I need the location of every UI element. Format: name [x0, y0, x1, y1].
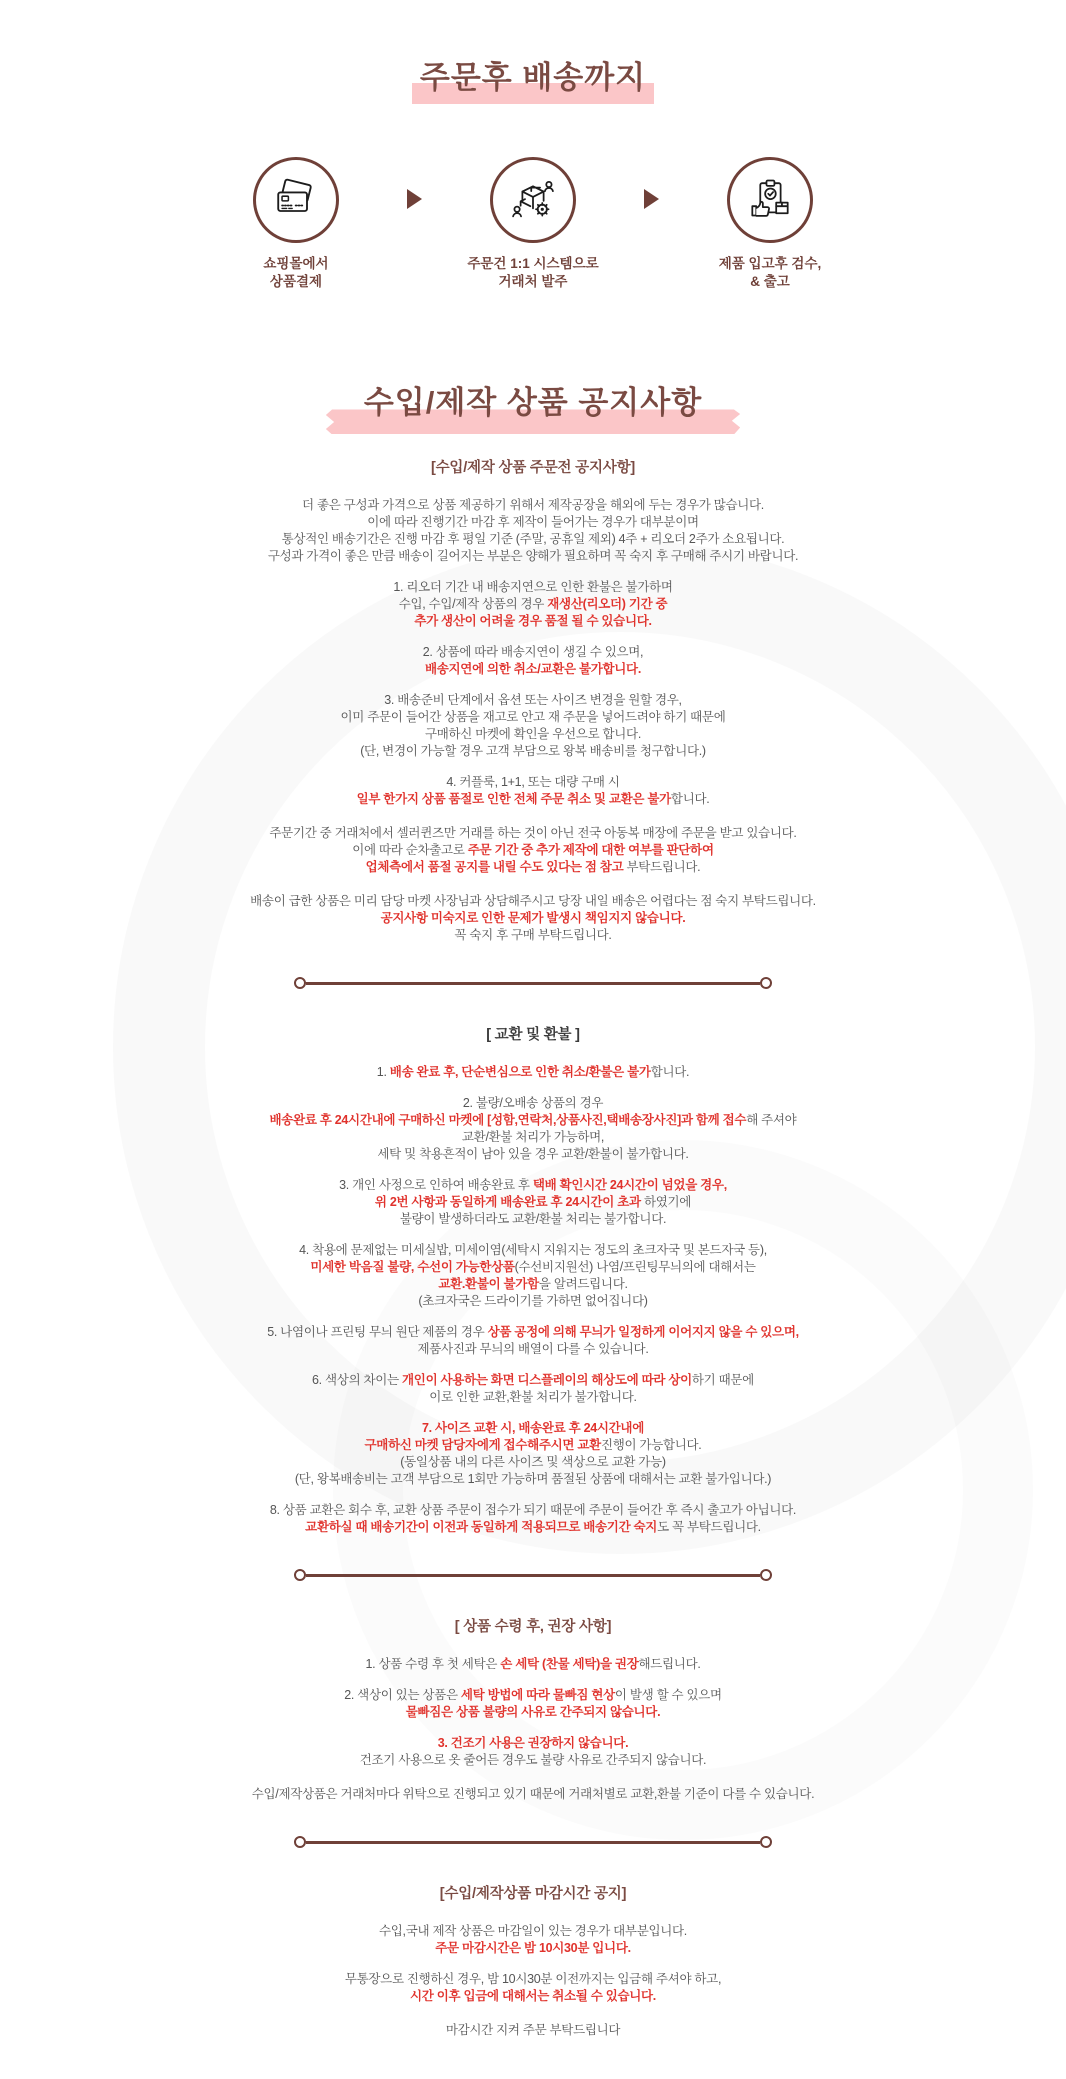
- section-divider: [294, 1836, 772, 1848]
- notice-paragraph: 1. 배송 완료 후, 단순변심으로 인한 취소/환불은 불가합니다.: [376, 1065, 690, 1080]
- divider-end-dot: [294, 977, 306, 989]
- divider-end-dot: [760, 977, 772, 989]
- notice-paragraph: 2. 상품에 따라 배송지연이 생길 수 있으며, 배송지연에 의한 취소/교환은 불가합니다.: [422, 645, 644, 677]
- section-heading: [수입/제작 상품 주문전 공지사항]: [430, 460, 636, 477]
- flow-step-label-line: 주문건 1:1 시스템으로: [467, 256, 599, 271]
- notice-paragraph: 1. 리오더 기간 내 배송지연으로 인한 환불은 불가하며 수입, 수입/제작 상품의 경우 재생산(리오더) 기간 중 추가 생산이 어려울 경우 품절 될 수 있습니다.: [393, 580, 673, 629]
- arrow-right-icon: [407, 189, 422, 209]
- flow-title: 주문후 배송까지: [419, 60, 647, 95]
- inspection-shipping-icon: [727, 157, 813, 243]
- section-divider: [294, 977, 772, 989]
- order-flow-section: [183, 0, 883, 291]
- notice-paragraph: 2. 불량/오배송 상품의 경우 배송완료 후 24시간내에 구매하신 마켓에 [성함,연락처,상품사진,택배송장사진]과 함께 접수해 주셔야 교환/환불 처리가 가능하며, 세탁 및 착용흔적이 남아 있을 경우 교환/환불이 불가합니다.: [269, 1096, 797, 1162]
- notice-paragraph: 배송이 급한 상품은 미리 담당 마켓 사장님과 상담해주시고 당장 내일 배송은 어렵다는 점 숙지 부탁드립니다. 공지사항 미숙지로 인한 문제가 발생시 책임지지 않습니다. 꼭 숙지 후 구매 부탁드립니다.: [250, 894, 816, 943]
- flow-step-payment: [211, 157, 381, 291]
- order-system-icon: [490, 157, 576, 243]
- deadline-notice-section: [183, 1882, 883, 2039]
- divider-line: [306, 982, 760, 985]
- divider-line: [306, 1841, 760, 1844]
- divider-end-dot: [294, 1836, 306, 1848]
- notice-paragraph: 3. 건조기 사용은 권장하지 않습니다. 건조기 사용으로 옷 줄어든 경우도 불량 사유로 간주되지 않습니다.: [359, 1736, 707, 1768]
- flow-title-block: [420, 52, 646, 97]
- notice-paragraph: 5. 나염이나 프린팅 무늬 원단 제품의 경우 상품 공정에 의해 무늬가 일정하게 이어지지 않을 수 있으며, 제품사진과 무늬의 배열이 다를 수 있습니다.: [267, 1325, 799, 1357]
- notice-paragraph: 수입/제작상품은 거래처마다 위탁으로 진행되고 있기 때문에 거래처별로 교환,환불 기준이 다를 수 있습니다.: [251, 1787, 815, 1802]
- notice-paragraph: 4. 커플룩, 1+1, 또는 대량 구매 시 일부 한가지 상품 품절로 인한 전체 주문 취소 및 교환은 불가합니다.: [356, 775, 710, 807]
- notice-paragraph: 무통장으로 진행하신 경우, 밤 10시30분 이전까지는 입금해 주셔야 하고, 시간 이후 입금에 대해서는 취소될 수 있습니다.: [344, 1972, 722, 2004]
- divider-line: [306, 1574, 760, 1577]
- notice-paragraph: 8. 상품 교환은 회수 후, 교환 상품 주문이 접수가 되기 때문에 주문이 들어간 후 즉시 출고가 아닙니다. 교환하실 때 배송기간이 이전과 동일하게 적용되므로 배송기간 숙지도 꼭 부탁드립니다.: [269, 1503, 797, 1535]
- flow-steps: [183, 157, 883, 291]
- flow-step-inspection: [685, 157, 855, 291]
- exchange-refund-section: [183, 1023, 883, 1536]
- notice-paragraph: 2. 색상이 있는 상품은 세탁 방법에 따라 물빠짐 현상이 발생 할 수 있으며 물빠짐은 상품 불량의 사유로 간주되지 않습니다.: [344, 1688, 722, 1720]
- section-heading: [ 교환 및 환불 ]: [486, 1027, 580, 1044]
- notice-paragraph: 마감시간 지켜 주문 부탁드립니다: [445, 2023, 621, 2038]
- credit-card-icon: [253, 157, 339, 243]
- flow-step-ordering: [448, 157, 618, 291]
- divider-end-dot: [760, 1836, 772, 1848]
- shipping-notice-page: [183, 0, 883, 2038]
- section-body: [183, 1923, 883, 2039]
- section-divider: [294, 1569, 772, 1581]
- section-body: [183, 1656, 883, 1803]
- flow-step-label: [263, 255, 328, 291]
- notice-paragraph: 더 좋은 구성과 가격으로 상품 제공하기 위해서 제작공장을 해외에 두는 경우가 많습니다. 이에 따라 진행기간 마감 후 제작이 들어가는 경우가 대부분이며 통상적인 배송기간은 진행 마감 후 평일 기준 (주말, 공휴일 제외) 4주 + 리오더 2주가 소요됩니다. 구성과 가격이 좋은 만큼 배송이 길어지는 부분은 양해가 필요하며 꼭 숙지 후 구매해 주시기 바랍니다.: [267, 498, 799, 564]
- section-heading: [ 상품 수령 후, 권장 사항]: [454, 1619, 612, 1636]
- bottom-whitespace: [183, 2039, 883, 2079]
- divider-end-dot: [760, 1569, 772, 1581]
- notice-paragraph: 주문기간 중 거래처에서 셀러퀸즈만 거래를 하는 것이 아닌 전국 아동복 매장에 주문을 받고 있습니다. 이에 따라 순차출고로 주문 기간 중 추가 제작에 대한 여부를 판단하여 업체측에서 품절 공지를 내릴 수도 있다는 점 참고 부탁드립니다.: [269, 826, 797, 875]
- notice-paragraph: 수입,국내 제작 상품은 마감일이 있는 경우가 대부분입니다. 주문 마감시간은 밤 10시30분 입니다.: [379, 1924, 687, 1956]
- flow-step-label-line: 쇼핑몰에서: [263, 256, 329, 271]
- after-receipt-section: [183, 1615, 883, 1803]
- flow-step-label-line: 거래처 발주: [498, 274, 568, 290]
- flow-step-label: [467, 255, 598, 291]
- notice-paragraph: 6. 색상의 차이는 개인이 사용하는 화면 디스플레이의 해상도에 따라 상이하기 때문에 이로 인한 교환,환불 처리가 불가합니다.: [312, 1373, 754, 1405]
- notice-paragraph: 7. 사이즈 교환 시, 배송완료 후 24시간내에 구매하신 마켓 담당자에게 접수해주시면 교환진행이 가능합니다. (동일상품 내의 다른 사이즈 및 색상으로 교환 가능) (단, 왕복배송비는 고객 부담으로 1회만 가능하며 품절된 상품에 대해서는 교환 불가입니다.): [294, 1421, 772, 1487]
- pre-order-notice-section: [183, 456, 883, 944]
- section-body: [183, 497, 883, 944]
- divider-end-dot: [294, 1569, 306, 1581]
- arrow-right-icon: [644, 189, 659, 209]
- flow-step-label-line: 제품 입고후 검수,: [718, 256, 822, 271]
- notice-paragraph: 4. 착용에 문제없는 미세실밥, 미세이염(세탁시 지워지는 정도의 초크자국 및 본드자국 등), 미세한 박음질 불량, 수선이 가능한상품(수선비지원선) 나염/프린팅무늬의에 대해서는 교환.환불이 불가함을 알려드립니다. (초크자국은 드라이기를 가하면 없어집니다): [299, 1243, 767, 1309]
- notice-title-wrap: [183, 377, 883, 422]
- notice-paragraph: 3. 개인 사정으로 인하여 배송완료 후 택배 확인시간 24시간이 넘었을 경우, 위 2번 사항과 동일하게 배송완료 후 24시간이 초과 하였기에 불량이 발생하더라도 교환/환불 처리는 불가합니다.: [339, 1178, 727, 1227]
- section-body: [183, 1064, 883, 1536]
- notice-title: 수입/제작 상품 공지사항: [363, 385, 703, 421]
- flow-step-label: [719, 255, 822, 291]
- section-heading: [수입/제작상품 마감시간 공지]: [439, 1886, 627, 1903]
- flow-step-label-line: & 출고: [750, 274, 790, 290]
- flow-step-label-line: 상품결제: [269, 274, 323, 290]
- notice-paragraph: 1. 상품 수령 후 첫 세탁은 손 세탁 (찬물 세탁)을 권장해드립니다.: [365, 1657, 701, 1672]
- notice-paragraph: 3. 배송준비 단계에서 옵션 또는 사이즈 변경을 원할 경우, 이미 주문이 들어간 상품을 재고로 안고 재 주문을 넣어드려야 하기 때문에 구매하신 마켓에 확인을 우선으로 합니다. (단, 변경이 가능할 경우 고객 부담으로 왕복 배송비를 청구합니다.): [340, 693, 726, 759]
